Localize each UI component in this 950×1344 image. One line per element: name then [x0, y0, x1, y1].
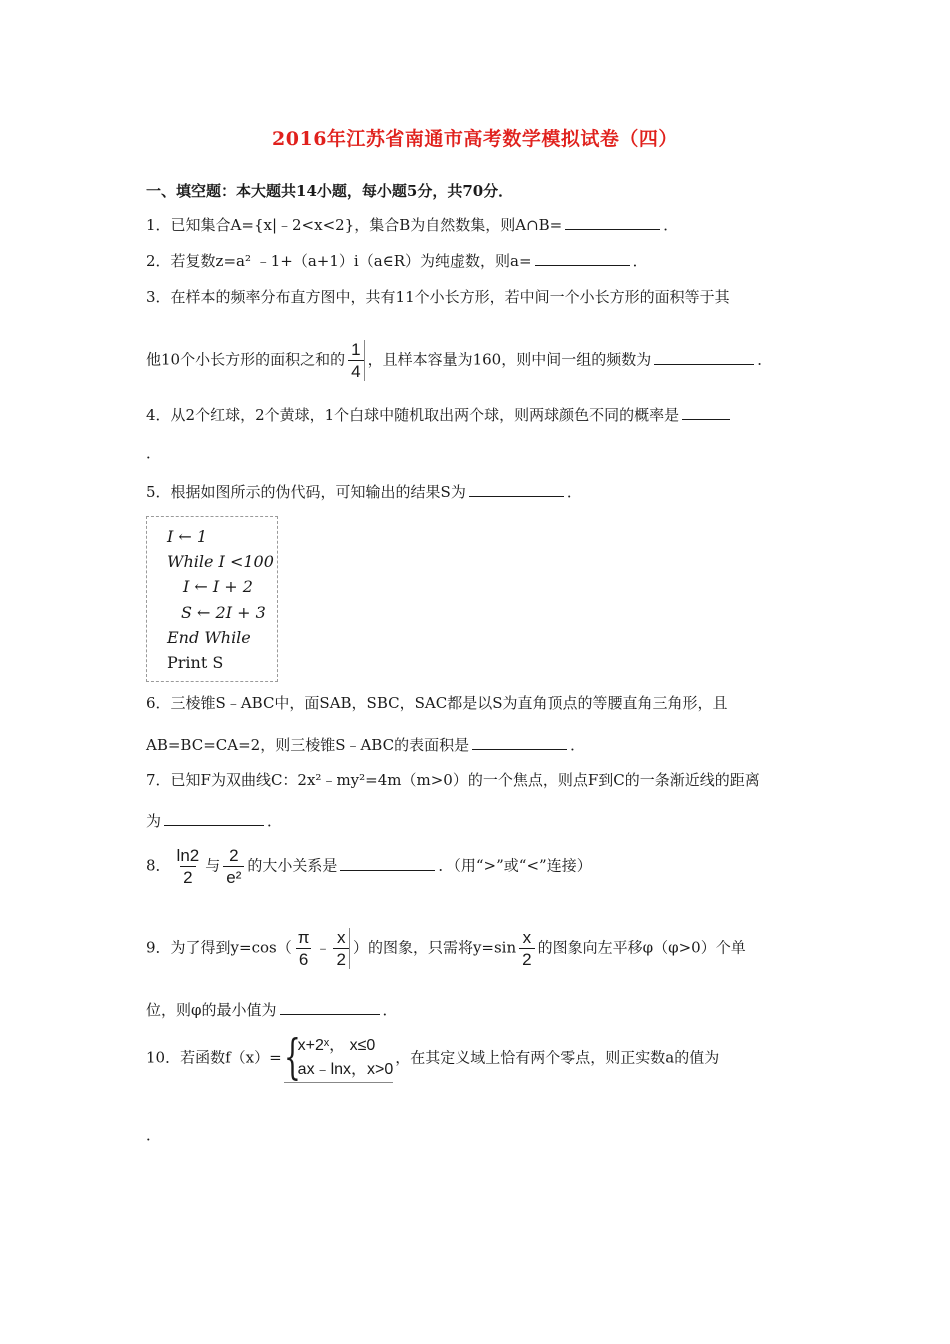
fraction-x-over-2 — [519, 928, 534, 969]
fraction-denominator: e² — [223, 866, 244, 887]
answer-blank[interactable] — [472, 735, 567, 750]
fraction-ln2-over-2 — [174, 846, 203, 887]
question-3-line-2 — [146, 340, 772, 381]
brace-icon: { — [283, 1029, 301, 1085]
question-7-text: 为 — [146, 812, 162, 830]
question-6-end: ． — [570, 736, 586, 754]
fraction-numerator: 2 — [229, 846, 239, 865]
question-5-end: ． — [566, 483, 582, 501]
question-4-text: 4．从2个红球，2个黄球，1个白球中随机取出两个球，则两球颜色不同的概率是 — [146, 406, 680, 424]
fraction-numerator: x — [336, 928, 346, 947]
question-2-end: ． — [632, 252, 648, 270]
question-6-text: AB=BC=CA=2，则三棱锥S﹣ABC的表面积是 — [146, 736, 470, 754]
fraction-denominator: 2 — [519, 948, 534, 969]
question-7-line-2 — [146, 810, 282, 831]
question-5 — [146, 481, 582, 502]
code-line: S ← 2I + 3 — [181, 603, 266, 622]
question-9-text-b: ）的图象，只需将y=sin — [352, 938, 517, 957]
question-1-end: ． — [663, 216, 679, 234]
question-8 — [146, 846, 592, 887]
fraction-pi-over-6 — [295, 928, 313, 969]
question-9-text-a: 9．为了得到y=cos（ — [146, 938, 292, 957]
answer-blank[interactable] — [164, 811, 264, 826]
code-line: While I <100 — [167, 552, 274, 571]
fraction-one-quarter — [348, 340, 364, 381]
question-6-line-2 — [146, 734, 585, 755]
question-4-end: ． — [146, 444, 162, 462]
piecewise-case-2: ax﹣lnx，x>0 — [297, 1061, 394, 1078]
code-line: I ← I + 2 — [183, 577, 253, 596]
fraction-numerator: x — [522, 928, 532, 947]
fraction-x-over-2 — [333, 928, 349, 969]
answer-blank[interactable] — [654, 350, 754, 365]
question-10-text-b: ，在其定义域上恰有两个零点，则正实数a的值为 — [395, 1048, 720, 1067]
page-title: 2016年江苏省南通市高考数学模拟试卷（四） — [272, 128, 678, 150]
question-7-end: ． — [267, 812, 283, 830]
fraction-denominator: 4 — [348, 360, 363, 381]
fraction-denominator: 2 — [333, 948, 348, 969]
question-10-end: ． — [146, 1126, 162, 1144]
answer-blank[interactable] — [469, 482, 564, 497]
question-7-line-1: 7．已知F为双曲线C：2x²﹣my²=4m（m>0）的一个焦点，则点F到C的一条渐近线的距离 — [146, 771, 760, 789]
question-1-text: 1．已知集合A={x|﹣2<x<2}，集合B为自然数集，则A∩B= — [146, 216, 563, 234]
fraction-denominator: 6 — [296, 948, 311, 969]
code-line: I ← 1 — [167, 527, 208, 546]
piecewise-function — [283, 1029, 394, 1085]
question-9-line-1 — [146, 928, 746, 969]
question-2 — [146, 250, 648, 271]
fraction-numerator: 1 — [351, 340, 361, 359]
question-2-text: 2．若复数z=a² ﹣1+（a+1）i（a∈R）为纯虚数，则a= — [146, 252, 532, 270]
fraction-2-over-e-squared — [223, 846, 244, 887]
answer-blank[interactable] — [280, 1000, 380, 1015]
code-line: Print S — [167, 653, 224, 672]
question-9-text-d: 位，则φ的最小值为 — [146, 1001, 277, 1019]
question-8-text: 的大小关系是 — [247, 856, 338, 875]
fraction-numerator: ln2 — [176, 846, 200, 865]
code-line: End While — [167, 628, 251, 647]
question-9-end: ． — [382, 1001, 398, 1019]
question-1 — [146, 214, 678, 235]
question-3-text-a: 他10个小长方形的面积之和的 — [146, 350, 346, 369]
minus-sign: ﹣ — [315, 938, 331, 957]
question-9-line-2 — [146, 999, 398, 1020]
question-10-text-a: 10．若函数f（x）= — [146, 1048, 282, 1067]
answer-blank[interactable] — [565, 215, 660, 230]
question-3-text-b: ，且样本容量为160，则中间一组的频数为 — [367, 350, 652, 369]
question-4 — [146, 404, 733, 425]
question-8-number: 8． — [146, 856, 171, 875]
fraction-denominator: 2 — [180, 866, 195, 887]
answer-blank[interactable] — [682, 405, 730, 420]
question-8-end: ．（用“>”或“<”连接） — [438, 856, 592, 875]
fraction-numerator: π — [297, 928, 310, 947]
question-8-mid: 与 — [205, 856, 221, 875]
pseudocode-box — [146, 516, 278, 682]
question-6-line-1: 6．三棱锥S﹣ABC中，面SAB，SBC，SAC都是以S为直角顶点的等腰直角三角形，且 — [146, 694, 728, 712]
question-3-line-1: 3．在样本的频率分布直方图中，共有11个小长方形，若中间一个小长方形的面积等于其 — [146, 288, 730, 306]
answer-blank[interactable] — [535, 251, 630, 266]
piecewise-case-1: x+2ˣ， x≤0 — [297, 1037, 376, 1054]
section-heading: 一、填空题：本大题共14小题，每小题5分，共70分． — [146, 182, 514, 200]
question-3-end: ． — [757, 350, 773, 369]
question-5-text: 5．根据如图所示的伪代码，可知输出的结果S为 — [146, 483, 466, 501]
answer-blank[interactable] — [340, 856, 435, 871]
question-10 — [146, 1029, 720, 1085]
question-9-text-c: 的图象向左平移φ（φ>0）个单 — [537, 938, 746, 957]
